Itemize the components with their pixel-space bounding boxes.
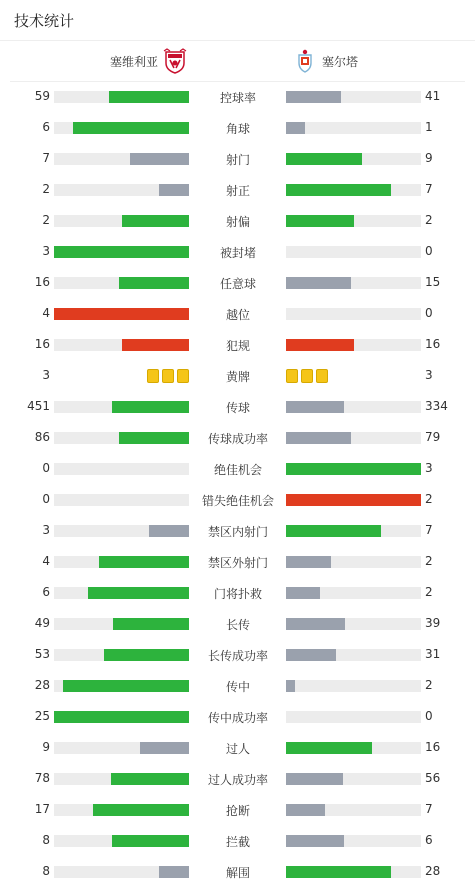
away-bar-track xyxy=(286,835,421,847)
home-value: 8 xyxy=(42,864,50,878)
away-bar-fill xyxy=(286,835,344,847)
home-bar-fill xyxy=(112,835,189,847)
away-value: 7 xyxy=(425,802,433,816)
away-bar-track xyxy=(286,742,421,754)
stat-label: 拦截 xyxy=(225,835,250,849)
away-bar-track xyxy=(286,401,421,413)
stat-row xyxy=(0,391,475,422)
away-bar-track xyxy=(286,184,421,196)
away-value: 6 xyxy=(425,833,433,847)
away-value: 3 xyxy=(425,368,433,382)
home-bar-track xyxy=(54,618,189,630)
away-value: 9 xyxy=(425,151,433,165)
away-bar-track xyxy=(286,494,421,506)
home-value: 78 xyxy=(34,771,50,785)
home-value: 28 xyxy=(34,678,50,692)
home-bar-track xyxy=(54,711,189,723)
home-bar-track xyxy=(54,494,189,506)
stat-label: 长传成功率 xyxy=(207,649,268,663)
stat-label: 越位 xyxy=(225,308,250,322)
away-value: 3 xyxy=(425,461,433,475)
stat-row xyxy=(0,577,475,608)
yellow-card-icon xyxy=(147,369,159,383)
home-bar-fill xyxy=(140,742,189,754)
teams-bar xyxy=(10,41,465,82)
stat-row xyxy=(0,112,475,143)
away-team-name: 塞尔塔 xyxy=(322,54,359,69)
stat-row xyxy=(0,143,475,174)
away-value: 28 xyxy=(425,864,441,878)
away-bar-fill xyxy=(286,184,391,196)
away-bar-track xyxy=(286,463,421,475)
stats-list xyxy=(0,81,475,887)
stat-label: 错失绝佳机会 xyxy=(201,494,274,508)
stat-row xyxy=(0,205,475,236)
home-bar-fill xyxy=(113,618,189,630)
home-bar-track xyxy=(54,525,189,537)
home-bar-fill xyxy=(112,401,189,413)
away-value: 334 xyxy=(425,399,448,413)
stat-row xyxy=(0,174,475,205)
away-bar-fill xyxy=(286,122,305,134)
stat-row xyxy=(0,701,475,732)
stat-label: 任意球 xyxy=(219,277,256,291)
away-value: 2 xyxy=(425,492,433,506)
home-bar-track xyxy=(54,122,189,134)
yellow-card-icon xyxy=(162,369,174,383)
away-bar-fill xyxy=(286,432,351,444)
away-value: 7 xyxy=(425,182,433,196)
home-bar-fill xyxy=(119,277,189,289)
home-value: 16 xyxy=(34,337,50,351)
stat-row xyxy=(0,856,475,887)
stat-row xyxy=(0,484,475,515)
stat-label: 长传 xyxy=(225,618,250,632)
home-bar-fill xyxy=(99,556,189,568)
home-value: 2 xyxy=(42,182,50,196)
home-bar-fill xyxy=(111,773,189,785)
page-title: 技术统计 xyxy=(14,12,75,30)
away-bar-fill xyxy=(286,618,345,630)
stat-row xyxy=(0,453,475,484)
away-bar-track xyxy=(286,587,421,599)
stat-label: 传中成功率 xyxy=(207,711,268,725)
home-bar-track xyxy=(54,246,189,258)
home-bar-fill xyxy=(73,122,189,134)
stat-row xyxy=(0,608,475,639)
away-value: 31 xyxy=(425,647,441,661)
home-value: 16 xyxy=(34,275,50,289)
away-bar-track xyxy=(286,91,421,103)
home-bar-fill xyxy=(93,804,189,816)
stat-row xyxy=(0,298,475,329)
home-value: 8 xyxy=(42,833,50,847)
away-value: 2 xyxy=(425,585,433,599)
home-bar-fill xyxy=(130,153,189,165)
away-bar-fill xyxy=(286,339,354,351)
away-bar-fill xyxy=(286,463,421,475)
stat-label: 射门 xyxy=(225,153,250,167)
home-bar-track xyxy=(54,556,189,568)
stats-header xyxy=(0,0,475,41)
away-value: 1 xyxy=(425,120,433,134)
home-bar-track xyxy=(54,339,189,351)
home-bar-track xyxy=(54,184,189,196)
home-value: 451 xyxy=(27,399,50,413)
stat-label: 射正 xyxy=(225,184,250,198)
home-bar-fill xyxy=(104,649,189,661)
away-bar-track xyxy=(286,556,421,568)
away-bar-track xyxy=(286,215,421,227)
away-bar-fill xyxy=(286,556,331,568)
stat-label: 绝佳机会 xyxy=(213,463,262,477)
home-value: 53 xyxy=(34,647,50,661)
stat-label: 禁区外射门 xyxy=(207,556,268,570)
home-value: 25 xyxy=(34,709,50,723)
away-team[interactable] xyxy=(292,48,358,74)
away-bar-track xyxy=(286,773,421,785)
stat-label: 犯规 xyxy=(225,339,250,353)
home-bar-fill xyxy=(54,308,189,320)
home-bar-track xyxy=(54,463,189,475)
away-bar-fill xyxy=(286,866,391,878)
away-bar-track xyxy=(286,246,421,258)
stat-row xyxy=(0,236,475,267)
home-team-name: 塞维利亚 xyxy=(109,54,158,69)
away-value: 56 xyxy=(425,771,441,785)
away-value: 79 xyxy=(425,430,441,444)
stat-label: 解围 xyxy=(225,866,250,880)
home-bar-track xyxy=(54,680,189,692)
away-bar-fill xyxy=(286,91,341,103)
stat-label: 控球率 xyxy=(219,91,256,105)
home-bar-fill xyxy=(63,680,189,692)
home-bar-track xyxy=(54,432,189,444)
celta-crest-icon xyxy=(292,48,318,74)
away-bar-fill xyxy=(286,680,295,692)
stat-label: 黄牌 xyxy=(225,370,250,384)
stat-label: 禁区内射门 xyxy=(207,525,268,539)
away-bar-fill xyxy=(286,494,421,506)
home-bar-fill xyxy=(149,525,190,537)
home-value: 9 xyxy=(42,740,50,754)
home-value: 59 xyxy=(34,89,50,103)
away-bar-track xyxy=(286,711,421,723)
away-bar-track xyxy=(286,525,421,537)
away-value: 2 xyxy=(425,213,433,227)
home-bar-fill xyxy=(88,587,189,599)
yellow-card-icon xyxy=(316,369,328,383)
home-yellow-cards xyxy=(147,369,189,383)
away-bar-fill xyxy=(286,153,362,165)
away-value: 16 xyxy=(425,740,441,754)
home-bar-fill xyxy=(109,91,189,103)
sevilla-crest-icon xyxy=(162,48,188,74)
away-bar-track xyxy=(286,804,421,816)
stat-label: 抢断 xyxy=(225,804,250,818)
yellow-card-icon xyxy=(286,369,298,383)
home-bar-track xyxy=(54,91,189,103)
away-value: 0 xyxy=(425,244,433,258)
stat-row xyxy=(0,515,475,546)
away-bar-track xyxy=(286,308,421,320)
away-value: 0 xyxy=(425,306,433,320)
stat-row xyxy=(0,267,475,298)
home-bar-fill xyxy=(122,339,190,351)
home-bar-fill xyxy=(122,215,190,227)
home-bar-track xyxy=(54,804,189,816)
away-value: 0 xyxy=(425,709,433,723)
away-value: 39 xyxy=(425,616,441,630)
away-bar-fill xyxy=(286,649,336,661)
away-bar-fill xyxy=(286,804,325,816)
stat-row xyxy=(0,670,475,701)
yellow-card-icon xyxy=(301,369,313,383)
home-bar-fill xyxy=(119,432,189,444)
stat-label: 过人成功率 xyxy=(207,773,268,787)
home-value: 4 xyxy=(42,554,50,568)
away-bar-fill xyxy=(286,742,372,754)
home-value: 4 xyxy=(42,306,50,320)
away-bar-track xyxy=(286,866,421,878)
stat-row xyxy=(0,422,475,453)
away-bar-track xyxy=(286,432,421,444)
away-bar-track xyxy=(286,153,421,165)
home-value: 3 xyxy=(42,523,50,537)
home-value: 0 xyxy=(42,461,50,475)
home-value: 6 xyxy=(42,585,50,599)
stat-label: 传球成功率 xyxy=(207,432,268,446)
home-team[interactable] xyxy=(110,48,188,74)
home-value: 2 xyxy=(42,213,50,227)
away-bar-fill xyxy=(286,525,381,537)
home-bar-fill xyxy=(159,866,189,878)
stat-row xyxy=(0,360,475,391)
home-bar-fill xyxy=(159,184,189,196)
stat-label: 传中 xyxy=(225,680,250,694)
away-bar-track xyxy=(286,618,421,630)
stat-row xyxy=(0,794,475,825)
home-value: 3 xyxy=(42,244,50,258)
away-bar-fill xyxy=(286,401,344,413)
home-bar-fill xyxy=(54,246,189,258)
home-value: 6 xyxy=(42,120,50,134)
home-value: 0 xyxy=(42,492,50,506)
stat-row xyxy=(0,763,475,794)
stat-row xyxy=(0,329,475,360)
home-bar-track xyxy=(54,215,189,227)
home-bar-track xyxy=(54,866,189,878)
home-bar-track xyxy=(54,587,189,599)
away-value: 7 xyxy=(425,523,433,537)
away-bar-track xyxy=(286,649,421,661)
home-bar-track xyxy=(54,277,189,289)
away-value: 2 xyxy=(425,678,433,692)
away-value: 16 xyxy=(425,337,441,351)
home-bar-track xyxy=(54,401,189,413)
stat-row xyxy=(0,546,475,577)
home-bar-fill xyxy=(54,711,189,723)
away-bar-track xyxy=(286,680,421,692)
stat-label: 门将扑救 xyxy=(213,587,262,601)
stat-label: 角球 xyxy=(225,122,250,136)
home-value: 3 xyxy=(42,368,50,382)
stat-row xyxy=(0,639,475,670)
home-bar-track xyxy=(54,649,189,661)
away-bar-fill xyxy=(286,587,320,599)
away-bar-track xyxy=(286,277,421,289)
away-yellow-cards xyxy=(286,369,328,383)
away-value: 2 xyxy=(425,554,433,568)
yellow-card-icon xyxy=(177,369,189,383)
home-bar-track xyxy=(54,742,189,754)
home-bar-track xyxy=(54,308,189,320)
home-value: 17 xyxy=(34,802,50,816)
stat-label: 过人 xyxy=(225,742,250,756)
home-value: 86 xyxy=(34,430,50,444)
away-bar-track xyxy=(286,339,421,351)
away-bar-fill xyxy=(286,215,354,227)
away-bar-fill xyxy=(286,277,351,289)
home-bar-track xyxy=(54,773,189,785)
stat-row xyxy=(0,81,475,112)
stat-label: 射偏 xyxy=(225,215,250,229)
stat-label: 传球 xyxy=(225,401,250,415)
home-bar-track xyxy=(54,153,189,165)
home-value: 7 xyxy=(42,151,50,165)
stat-row xyxy=(0,732,475,763)
home-bar-track xyxy=(54,835,189,847)
stat-label: 被封堵 xyxy=(219,246,256,260)
home-value: 49 xyxy=(34,616,50,630)
stat-row xyxy=(0,825,475,856)
away-bar-fill xyxy=(286,773,343,785)
away-bar-track xyxy=(286,122,421,134)
away-value: 15 xyxy=(425,275,441,289)
away-value: 41 xyxy=(425,89,441,103)
